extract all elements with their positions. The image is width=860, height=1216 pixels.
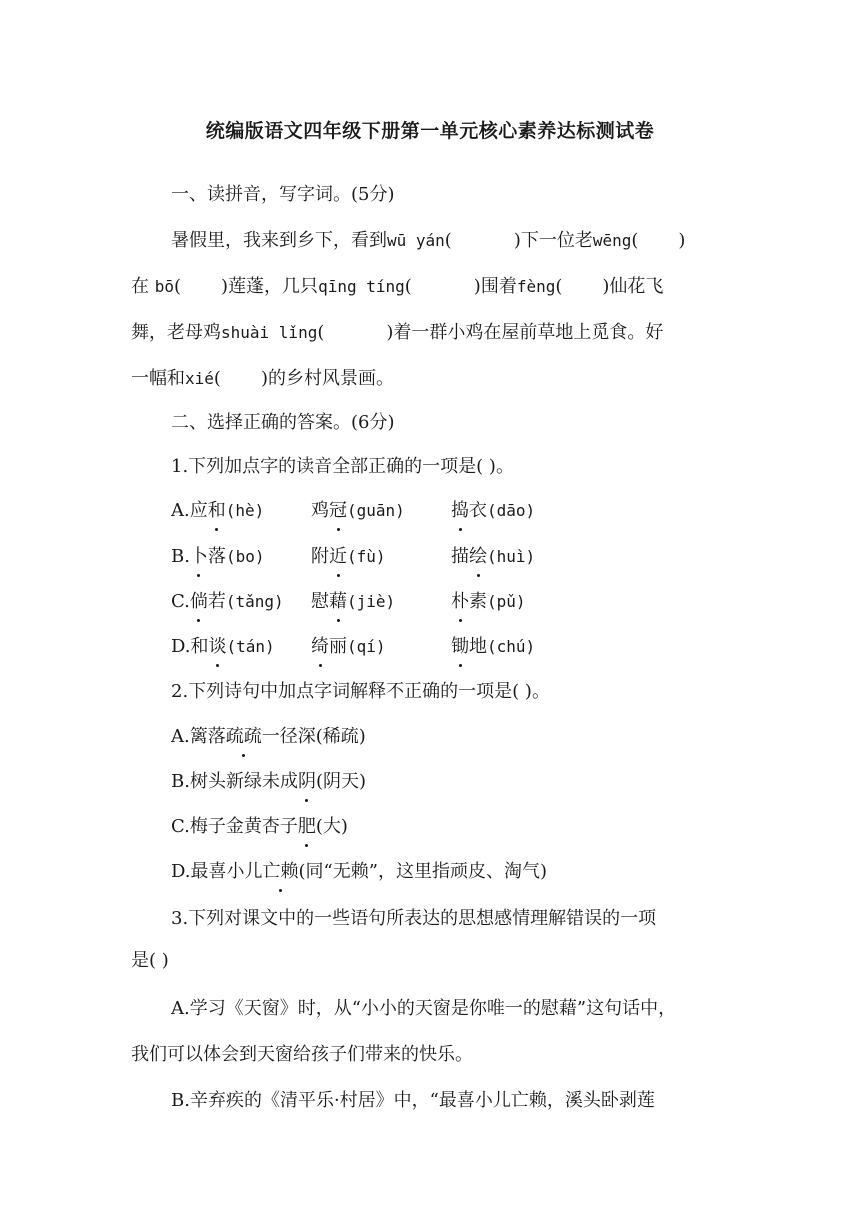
pinyin-wu-yan: wū yán [387, 231, 445, 250]
section1-line4: 一幅和xié( )的乡村风景画。 [131, 368, 394, 389]
pinyin-bo: bō [154, 277, 174, 296]
pinyin-weng: wēng [592, 231, 632, 250]
pinyin-shuai-ling: shuài lǐng [221, 323, 318, 342]
section2-heading: 二、选择正确的答案。(6分) [171, 412, 395, 433]
section1-line3: 舞，老母鸡shuài lǐng( )着一群小鸡在屋前草地上觅食。好 [131, 322, 664, 343]
q1-option-a[interactable]: A.应和(hè) 鸡冠(guān) 捣衣(dāo) [171, 498, 535, 524]
q3-stem-line1: 3.下列对课文中的一些语句所表达的思想感情理解错误的一项 [171, 908, 657, 929]
section1-line2: 在 bō( )莲蓬，几只qīng tíng( )围着fèng( )仙花飞 [131, 276, 664, 297]
pinyin-feng: fèng [516, 277, 556, 296]
q2-stem: 2.下列诗句中加点字词解释不正确的一项是( )。 [171, 681, 550, 702]
section1-heading: 一、读拼音，写字词。(5分) [171, 184, 395, 205]
page-title: 统编版语文四年级下册第一单元核心素养达标测试卷 [205, 120, 655, 142]
q2-option-b[interactable]: B.树头新绿未成阴(阴天) [171, 769, 366, 795]
q3-option-b-line1[interactable]: B.辛弃疾的《清平乐·村居》中，“最喜小儿亡赖，溪头卧剥莲 [171, 1090, 655, 1111]
q2-option-a[interactable]: A.篱落疏疏一径深(稀疏) [171, 724, 366, 750]
q3-option-a-line1[interactable]: A.学习《天窗》时，从“小小的天窗是你唯一的慰藉”这句话中， [171, 998, 677, 1019]
q3-option-a-line2: 我们可以体会到天窗给孩子们带来的快乐。 [131, 1044, 473, 1065]
pinyin-qing-ting: qīng tíng [318, 277, 405, 296]
q3-stem-line2: 是( ) [131, 950, 169, 971]
section1-line1: 暑假里，我来到乡下，看到wū yán( )下一位老wēng( ) [171, 230, 686, 251]
q1-option-c[interactable]: C.倘若(tǎng) 慰藉(jiè) 朴素(pǔ) [171, 589, 526, 615]
q2-option-d[interactable]: D.最喜小儿亡赖(同“无赖”，这里指顽皮、淘气) [171, 859, 547, 885]
q1-option-d[interactable]: D.和谈(tán) 绮丽(qí) 锄地(chú) [171, 634, 535, 660]
q1-option-b[interactable]: B.卜落(bo) 附近(fù) 描绘(huì) [171, 544, 535, 570]
pinyin-xie: xié [185, 369, 214, 388]
q2-option-c[interactable]: C.梅子金黄杏子肥(大) [171, 814, 348, 840]
q1-stem: 1.下列加点字的读音全部正确的一项是( )。 [171, 456, 514, 477]
